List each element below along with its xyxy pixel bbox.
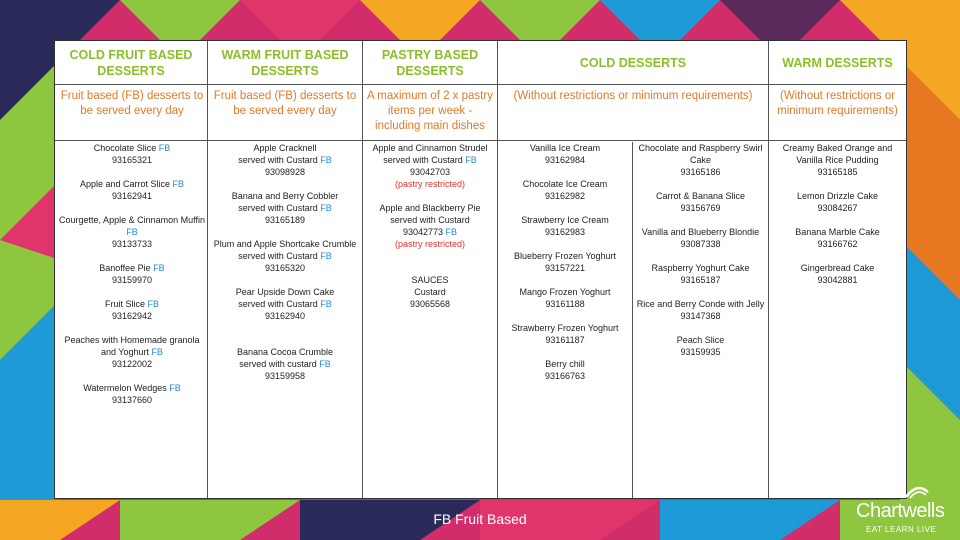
header-warm-desserts: WARM DESSERTS — [782, 55, 893, 70]
fb-tag: FB — [465, 155, 477, 165]
item-code: 93065568 — [409, 299, 451, 309]
item-code: 93157221 — [544, 263, 586, 273]
item-name: SAUCES — [411, 275, 449, 285]
item-code: 93147368 — [680, 311, 721, 321]
fb-tag: FB — [126, 227, 138, 237]
item-name: Vanilla and Blueberry Blondie — [641, 227, 760, 237]
item-code: 93084267 — [817, 203, 858, 213]
note-warm-fruit: Fruit based (FB) desserts to be served every day — [213, 90, 357, 117]
item-code: 93156769 — [680, 203, 721, 213]
item-name: Peach Slice — [676, 335, 725, 345]
cold-fruit-list — [59, 142, 205, 418]
item-name: Plum and Apple Shortcake Crumble — [213, 239, 357, 249]
item-code: 93162940 — [264, 311, 306, 321]
list-item — [59, 334, 205, 370]
item-code: 93162942 — [111, 311, 153, 321]
item-name: Banoffee Pie — [99, 263, 151, 273]
item-name: Berry chill — [545, 359, 585, 369]
item-serving: Custard — [414, 287, 446, 297]
header-cold-desserts: COLD DESSERTS — [579, 55, 687, 70]
item-name: Chocolate Slice — [93, 143, 157, 153]
item-code: 93162941 — [111, 191, 153, 201]
item-name: Apple and Blackberry Pie — [379, 203, 481, 213]
item-code: 93165187 — [680, 275, 721, 285]
list-item — [59, 214, 205, 250]
item-code: 93161188 — [545, 299, 585, 309]
item-code: 93165320 — [264, 263, 306, 273]
item-name: Raspberry Yoghurt Cake — [651, 263, 750, 273]
item-name: Rice and Berry Conde with Jelly — [636, 299, 765, 309]
item-name: Courgette, Apple & Cinnamon Muffin — [59, 215, 205, 225]
list-item — [500, 358, 630, 382]
pastry-list — [365, 142, 495, 322]
chartwells-logo — [852, 484, 952, 534]
note-pastry: A maximum of 2 x pastry items per week - including main dishes — [367, 90, 493, 132]
item-code: 93042881 — [817, 275, 858, 285]
item-code: 93165321 — [111, 155, 153, 165]
fb-tag: FB — [169, 383, 181, 393]
list-item — [635, 262, 766, 286]
item-code: 93165189 — [264, 215, 306, 225]
list-item — [365, 202, 495, 250]
list-item — [210, 190, 360, 226]
list-item — [771, 226, 904, 250]
item-code: 93162984 — [544, 155, 586, 165]
list-item — [365, 142, 495, 190]
item-name: Lemon Drizzle Cake — [796, 191, 879, 201]
fb-tag: FB — [445, 227, 458, 237]
fb-tag: FB — [319, 359, 331, 369]
item-name: Peaches with Homemade granola and Yoghurt — [64, 335, 200, 357]
list-item — [210, 286, 360, 322]
item-name: Mango Frozen Yoghurt — [519, 287, 611, 297]
dessert-menu-table — [54, 40, 907, 499]
item-name: Carrot & Banana Slice — [655, 191, 746, 201]
item-code: 93159935 — [680, 347, 721, 357]
list-item — [500, 178, 630, 202]
item-name: Vanilla Ice Cream — [529, 143, 601, 153]
item-name: Watermelon Wedges — [83, 383, 167, 393]
item-name: Strawberry Frozen Yoghurt — [511, 323, 619, 333]
fb-tag: FB — [153, 263, 165, 273]
header-warm-fruit: WARM FRUIT BASED DESSERTS — [221, 47, 349, 78]
item-name: Banana Marble Cake — [795, 227, 880, 237]
item-name: Strawberry Ice Cream — [521, 215, 609, 225]
note-warm-desserts: (Without restrictions or minimum requirements) — [777, 90, 898, 117]
item-code: 93165185 — [817, 167, 858, 177]
list-item — [771, 262, 904, 286]
cold-desserts-list-a — [500, 142, 630, 394]
list-item — [500, 142, 630, 166]
logo-swoosh-icon — [904, 484, 930, 500]
item-code: 93133733 — [111, 239, 153, 249]
cold-desserts-list-b — [635, 142, 766, 370]
column-divider — [497, 41, 498, 498]
list-item — [771, 142, 904, 178]
subheader-row — [55, 84, 906, 141]
item-name: Banana Cocoa Crumble — [236, 347, 334, 357]
item-code: 93087338 — [680, 239, 721, 249]
list-item — [500, 286, 630, 310]
item-code: 93042703 — [409, 167, 451, 177]
list-item — [500, 214, 630, 238]
item-code: 93166763 — [544, 371, 586, 381]
item-code: 93162983 — [544, 227, 586, 237]
list-item — [635, 190, 766, 214]
item-code: 93137660 — [111, 395, 153, 405]
list-item — [59, 262, 205, 286]
item-code: 93166762 — [817, 239, 858, 249]
item-name: Banana and Berry Cobbler — [231, 191, 339, 201]
item-name: Gingerbread Cake — [800, 263, 875, 273]
restriction-note: (pastry restricted) — [394, 179, 465, 189]
item-serving: served with Custard — [238, 299, 318, 309]
item-serving: served with Custard — [238, 155, 318, 165]
item-name: Creamy Baked Orange and Vanilla Rice Pudding — [782, 143, 893, 165]
item-code: 93098928 — [264, 167, 306, 177]
item-name: Chocolate and Raspberry Swirl Cake — [638, 143, 763, 165]
list-item — [365, 274, 495, 310]
item-code: 93159970 — [111, 275, 153, 285]
item-name: Pear Upside Down Cake — [235, 287, 335, 297]
item-name: Apple and Carrot Slice — [79, 179, 171, 189]
header-cold-fruit: COLD FRUIT BASED DESSERTS — [69, 47, 193, 78]
item-name: Fruit Slice — [104, 299, 145, 309]
fb-tag: FB — [320, 251, 332, 261]
column-divider — [768, 41, 769, 498]
column-divider — [362, 41, 363, 498]
fb-tag: FB — [151, 347, 164, 357]
item-name: Blueberry Frozen Yoghurt — [513, 251, 617, 261]
header-pastry: PASTRY BASED DESSERTS — [381, 47, 479, 78]
note-cold-desserts: (Without restrictions or minimum requirements) — [513, 90, 753, 102]
item-name: Apple and Cinnamon Strudel — [372, 143, 488, 153]
list-item — [210, 238, 360, 274]
list-item — [635, 298, 766, 322]
fb-tag: FB — [147, 299, 160, 309]
warm-desserts-list — [771, 142, 904, 298]
note-cold-fruit: Fruit based (FB) desserts to be served every day — [60, 90, 204, 117]
logo-name: Chartwells — [856, 500, 945, 522]
list-item — [59, 298, 205, 322]
fb-tag: FB — [320, 299, 332, 309]
item-serving: served with Custard — [390, 215, 470, 225]
list-item — [59, 142, 205, 166]
restriction-note: (pastry restricted) — [394, 239, 465, 249]
list-item — [500, 250, 630, 274]
list-item — [59, 178, 205, 202]
fb-tag: FB — [320, 155, 332, 165]
column-divider — [207, 41, 208, 498]
item-code: 93165186 — [680, 167, 721, 177]
fb-legend: FB Fruit Based — [433, 511, 527, 527]
column-divider — [632, 142, 633, 498]
item-name: Apple Cracknell — [253, 143, 317, 153]
list-item — [59, 382, 205, 406]
fb-tag: FB — [320, 203, 332, 213]
list-item — [210, 142, 360, 178]
fb-tag: FB — [158, 143, 171, 153]
item-code: 93042773 — [402, 227, 443, 237]
item-code: 93122002 — [111, 359, 153, 369]
item-serving: served with Custard — [238, 203, 318, 213]
list-item — [635, 142, 766, 178]
item-serving: served with Custard — [238, 251, 318, 261]
list-item — [771, 190, 904, 214]
warm-fruit-list — [210, 142, 360, 394]
item-serving: served with custard — [239, 359, 317, 369]
fb-tag: FB — [172, 179, 185, 189]
item-serving: served with Custard — [383, 155, 463, 165]
item-code: 93162982 — [544, 191, 586, 201]
list-item — [500, 322, 630, 346]
list-item — [635, 226, 766, 250]
header-row — [55, 41, 906, 84]
list-item — [635, 334, 766, 358]
list-item — [210, 346, 360, 382]
logo-tagline: EAT LEARN LIVE — [866, 525, 937, 534]
item-code: 93161187 — [545, 335, 585, 345]
item-code: 93159958 — [264, 371, 306, 381]
item-name: Chocolate Ice Cream — [522, 179, 608, 189]
